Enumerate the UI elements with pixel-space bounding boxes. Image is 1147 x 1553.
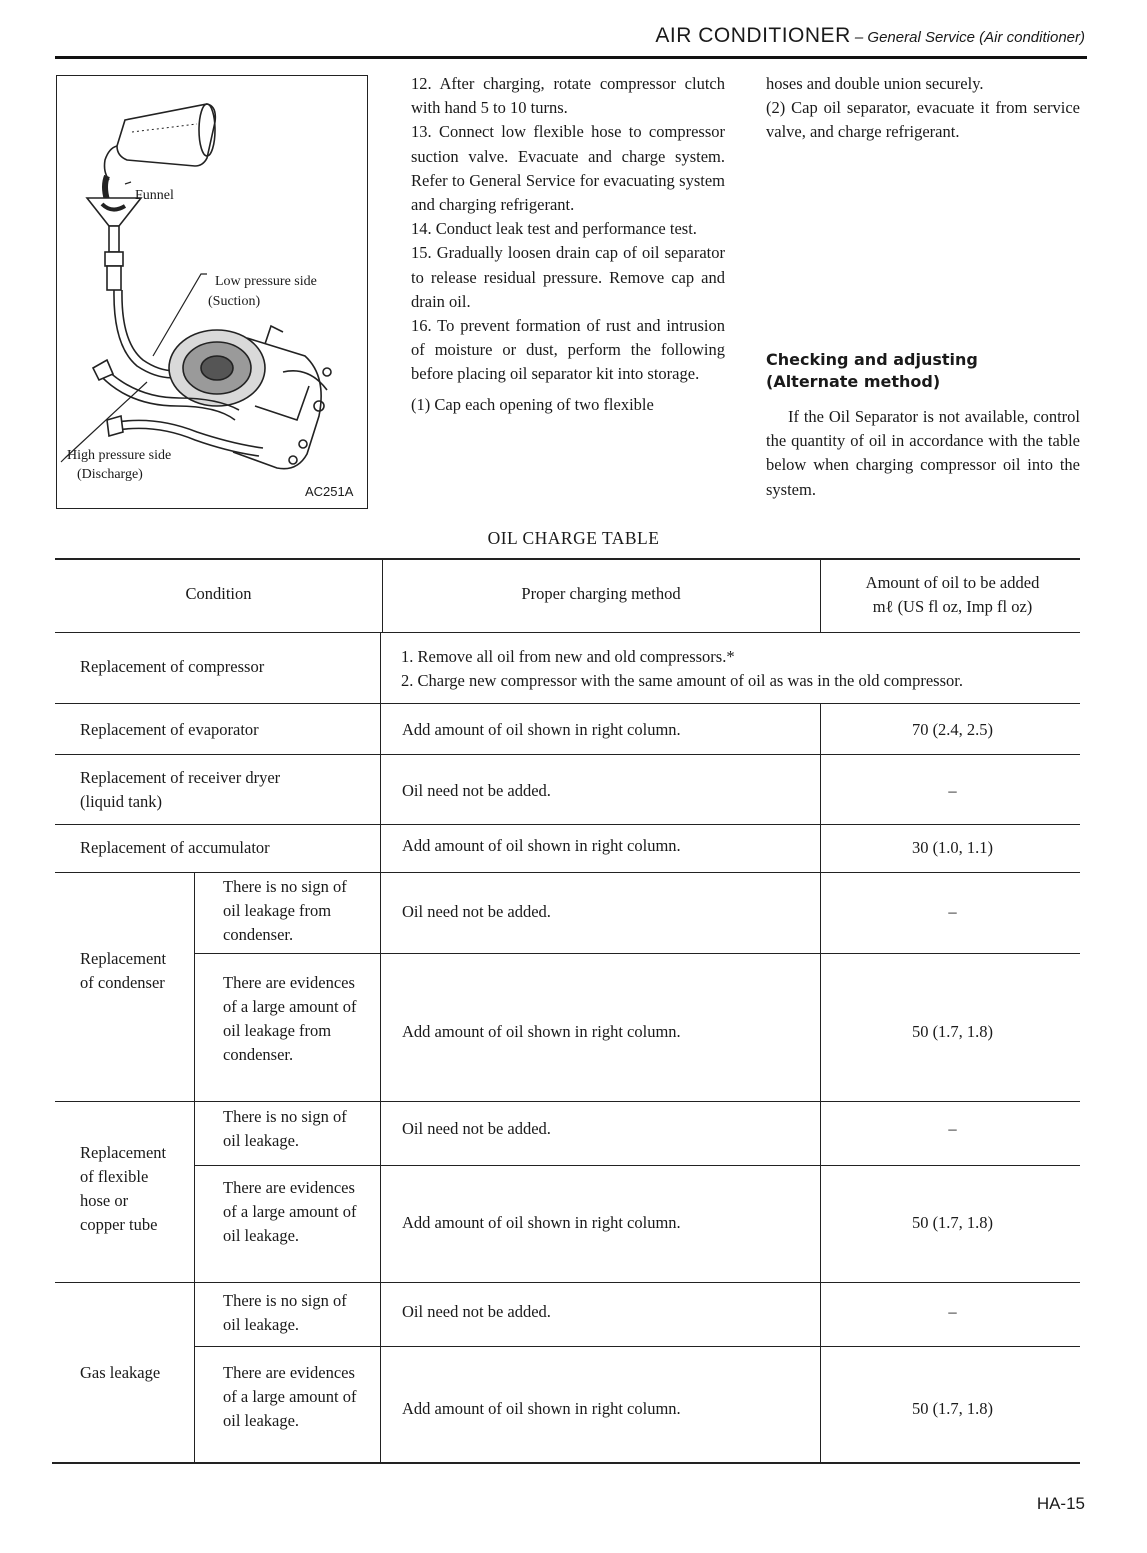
row-compressor-method bbox=[401, 645, 1091, 693]
row-hose-sub1-amount: – bbox=[948, 1119, 957, 1138]
row-evaporator-amount: 70 (2.4, 2.5) bbox=[911, 720, 994, 739]
step-16: 16. To prevent formation of rust and intrusion of moisture or dust, perform the following before placing oil separator kit into storage. bbox=[411, 316, 725, 384]
row-hose-group-line4: copper tube bbox=[80, 1215, 158, 1234]
row-condenser-group-line1: Replacement bbox=[80, 949, 167, 968]
row-hose-group-line2: of flexible bbox=[80, 1167, 149, 1186]
header-title: AIR CONDITIONER bbox=[655, 24, 851, 47]
header-rule bbox=[55, 56, 1087, 59]
row-hose-sub2-amount: 50 (1.7, 1.8) bbox=[911, 1213, 994, 1232]
step-15: 15. Gradually loosen drain cap of oil separator to release residual pressure. Remove cap and drain oil. bbox=[411, 243, 725, 311]
step-12: 12. After charging, rotate compressor clutch with hand 5 to 10 turns. bbox=[411, 74, 725, 118]
row-hose-group-line3: hose or bbox=[80, 1191, 129, 1210]
compressor-oil-illustration bbox=[57, 76, 369, 510]
table-title: OIL CHARGE TABLE bbox=[487, 528, 660, 548]
row-condenser-sub1-amount: – bbox=[948, 902, 957, 921]
row-condenser-sub2-method: Add amount of oil shown in right column. bbox=[402, 1022, 681, 1041]
row-gas-sub2-amount: 50 (1.7, 1.8) bbox=[911, 1399, 994, 1418]
row-accumulator-amount: 30 (1.0, 1.1) bbox=[911, 838, 994, 857]
row-hose-group-line1: Replacement bbox=[80, 1143, 167, 1162]
row-compressor-condition: Replacement of compressor bbox=[80, 657, 265, 676]
row-condenser-sub1: There is no sign of oil leakage from condenser. bbox=[223, 877, 347, 944]
row-condenser-group bbox=[80, 947, 166, 995]
row-compressor-method-line2: 2. Charge new compressor with the same amount of oil as was in the old compressor. bbox=[401, 671, 963, 690]
th-amount-line2: mℓ (US fl oz, Imp fl oz) bbox=[872, 597, 1033, 616]
page-number: HA-15 bbox=[1036, 1494, 1085, 1513]
row-accumulator-method: Add amount of oil shown in right column. bbox=[402, 836, 681, 855]
row-condenser-sub2: There are evidences of a large amount of oil leakage from condenser. bbox=[223, 973, 357, 1064]
row-condenser-group-line2: of condenser bbox=[80, 973, 165, 992]
th-method: Proper charging method bbox=[521, 584, 681, 603]
text-column-1 bbox=[411, 72, 725, 417]
high-pressure-label: High pressure side bbox=[67, 448, 172, 463]
row-receiver-method: Oil need not be added. bbox=[402, 781, 551, 800]
row-hose-sub2: There are evidences of a large amount of oil leakage. bbox=[223, 1178, 357, 1245]
step-16-1-cont: hoses and double union securely. bbox=[766, 74, 984, 93]
row-evaporator-method: Add amount of oil shown in right column. bbox=[402, 720, 681, 739]
section-heading bbox=[766, 349, 1086, 393]
th-amount-line1: Amount of oil to be added bbox=[865, 573, 1040, 592]
row-receiver-amount: – bbox=[948, 781, 957, 800]
th-condition: Condition bbox=[185, 584, 252, 603]
header-subtitle: – General Service (Air conditioner) bbox=[850, 29, 1085, 46]
row-hose-sub1-method: Oil need not be added. bbox=[402, 1119, 551, 1138]
row-condenser-sub2-amount: 50 (1.7, 1.8) bbox=[911, 1022, 994, 1041]
row-hose-sub2-method: Add amount of oil shown in right column. bbox=[402, 1213, 681, 1232]
row-receiver-condition-line1: Replacement of receiver dryer bbox=[80, 768, 281, 787]
row-gas-sub1-amount: – bbox=[948, 1302, 957, 1321]
figure-box bbox=[56, 75, 368, 509]
row-evaporator-condition: Replacement of evaporator bbox=[80, 720, 259, 739]
low-pressure-label: Low pressure side bbox=[215, 274, 317, 289]
row-gas-group: Gas leakage bbox=[80, 1363, 161, 1382]
row-hose-group bbox=[80, 1141, 166, 1237]
row-hose-sub1: There is no sign of oil leakage. bbox=[223, 1107, 347, 1150]
step-14: 14. Conduct leak test and performance test. bbox=[411, 219, 697, 239]
row-condenser-sub1-method: Oil need not be added. bbox=[402, 902, 551, 921]
suction-label: (Suction) bbox=[208, 294, 261, 309]
row-compressor-method-line1: 1. Remove all oil from new and old compressors.* bbox=[401, 647, 735, 666]
row-gas-sub1: There is no sign of oil leakage. bbox=[223, 1291, 347, 1334]
section-heading-line2: (Alternate method) bbox=[766, 372, 941, 391]
step-13: 13. Connect low flexible hose to compressor suction valve. Evacuate and charge system. Refer to General Service for evacuating system and charging refrigerant. bbox=[411, 122, 725, 215]
step-16-2: (2) Cap oil separator, evacuate it from service valve, and charge refrigerant. bbox=[766, 98, 1080, 142]
figure-code: AC251A bbox=[305, 484, 354, 499]
text-column-2 bbox=[766, 72, 1080, 145]
funnel-label: Funnel bbox=[135, 188, 174, 203]
section-heading-line1: Checking and adjusting bbox=[766, 350, 978, 369]
th-amount bbox=[820, 571, 1085, 619]
row-gas-sub2: There are evidences of a large amount of oil leakage. bbox=[223, 1363, 357, 1430]
section-body: If the Oil Separator is not available, control the quantity of oil in accordance with the table below when charging compressor oil into the system. bbox=[766, 407, 1080, 499]
row-accumulator-condition: Replacement of accumulator bbox=[80, 838, 270, 857]
row-gas-sub1-method: Oil need not be added. bbox=[402, 1302, 551, 1321]
page-header bbox=[655, 24, 1085, 48]
discharge-label: (Discharge) bbox=[77, 467, 143, 482]
row-receiver-condition-line2: (liquid tank) bbox=[80, 792, 163, 811]
row-receiver-condition bbox=[80, 766, 280, 814]
row-gas-sub2-method: Add amount of oil shown in right column. bbox=[402, 1399, 681, 1418]
step-16-1: (1) Cap each opening of two flexible bbox=[411, 394, 654, 414]
